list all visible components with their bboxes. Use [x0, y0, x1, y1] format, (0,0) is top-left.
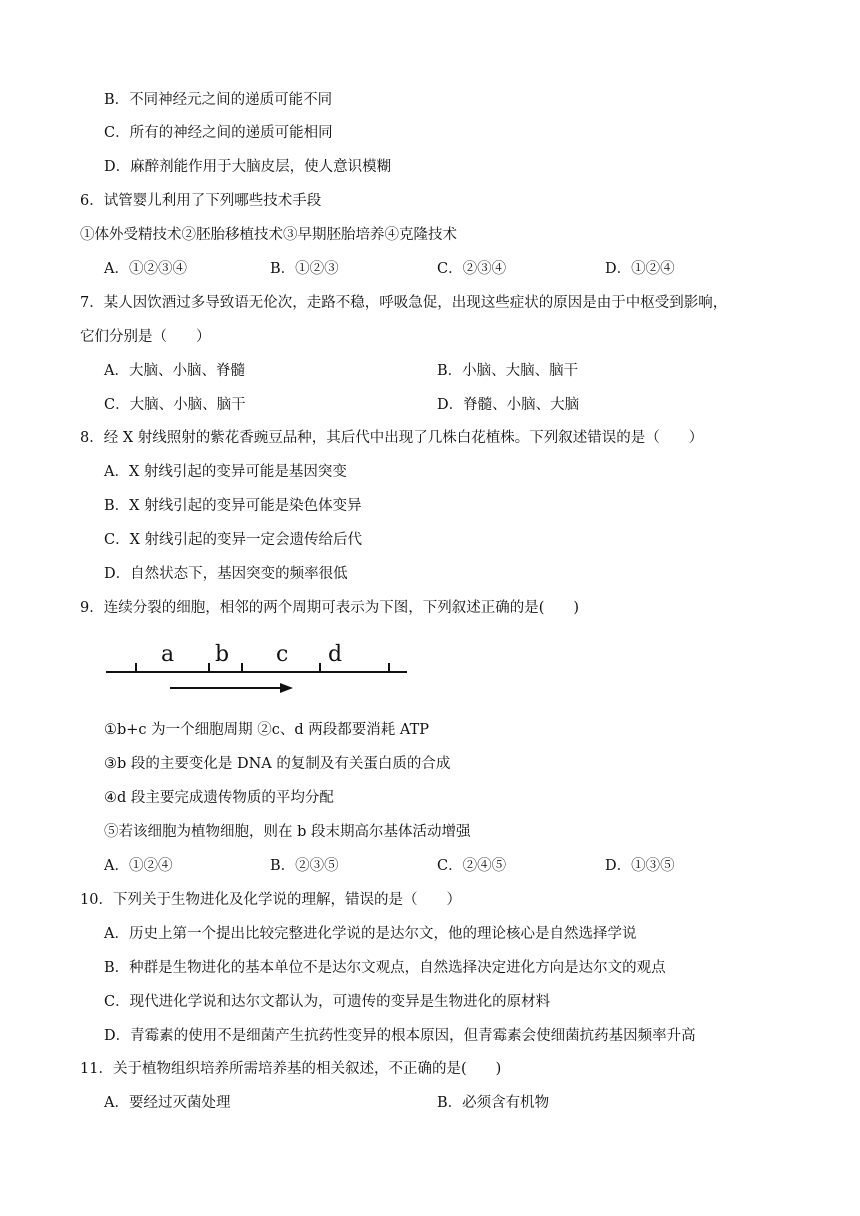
q8-stem: 8．经 X 射线照射的紫花香豌豆品种，其后代中出现了几株白花植株。下列叙述错误的是（ ）	[80, 430, 704, 446]
label-c: c	[276, 642, 289, 667]
q6-option-a: A．①②③④	[104, 261, 187, 277]
q10-option-b: B．种群是生物进化的基本单位不是达尔文观点，自然选择决定进化方向是达尔文的观点	[104, 960, 666, 976]
cell-cycle-diagram	[104, 633, 410, 705]
q9-option-a: A．①②④	[104, 858, 173, 874]
q9-option-d: D．①③⑤	[605, 858, 675, 874]
q7-option-a: A．大脑、小脑、脊髓	[104, 363, 245, 379]
q5-option-d: D．麻醉剂能作用于大脑皮层，使人意识模糊	[104, 159, 392, 175]
q10-option-d: D．青霉素的使用不是细菌产生抗药性变异的根本原因，但青霉素会使细菌抗药基因频率升高	[104, 1028, 696, 1044]
q8-option-b: B．X 射线引起的变异可能是染色体变异	[104, 498, 362, 514]
q11-option-b: B．必须含有机物	[437, 1095, 550, 1111]
q9-statement-4: ④d 段主要完成遗传物质的平均分配	[104, 790, 334, 806]
q7-stem-line2: 它们分别是（ ）	[80, 329, 211, 345]
direction-arrow-head	[280, 683, 293, 693]
q8-option-c: C．X 射线引起的变异一定会遗传给后代	[104, 532, 363, 548]
q9-option-c: C．②④⑤	[437, 858, 507, 874]
q9-statement-3: ③b 段的主要变化是 DNA 的复制及有关蛋白质的合成	[104, 756, 451, 772]
q6-items: ①体外受精技术②胚胎移植技术③早期胚胎培养④克隆技术	[80, 227, 457, 243]
cell-cycle-svg	[104, 633, 410, 705]
q6-stem: 6．试管婴儿利用了下列哪些技术手段	[80, 193, 322, 209]
q5-option-b: B．不同神经元之间的递质可能不同	[104, 92, 333, 108]
q11-stem: 11．关于植物组织培养所需培养基的相关叙述，不正确的是( )	[80, 1061, 502, 1077]
q7-option-d: D．脊髓、小脑、大脑	[437, 397, 580, 413]
q9-statement-5: ⑤若该细胞为植物细胞，则在 b 段末期高尔基体活动增强	[104, 824, 471, 840]
q10-option-c: C．现代进化学说和达尔文都认为，可遗传的变异是生物进化的原材料	[104, 994, 551, 1010]
q6-option-d: D．①②④	[605, 261, 675, 277]
label-d: d	[328, 642, 343, 667]
q8-option-d: D．自然状态下，基因突变的频率很低	[104, 566, 348, 582]
q8-option-a: A．X 射线引起的变异可能是基因突变	[104, 464, 347, 480]
q7-option-c: C．大脑、小脑、脑干	[104, 397, 246, 413]
label-a: a	[161, 642, 175, 667]
q10-stem: 10．下列关于生物进化及化学说的理解，错误的是（ ）	[80, 892, 461, 908]
q6-option-c: C．②③④	[437, 261, 507, 277]
q6-option-b: B．①②③	[270, 261, 339, 277]
q11-option-a: A．要经过灭菌处理	[104, 1095, 231, 1111]
q9-statement-1: ①b+c 为一个细胞周期 ②c、d 两段都要消耗 ATP	[104, 722, 429, 738]
q9-stem: 9．连续分裂的细胞，相邻的两个周期可表示为下图，下列叙述正确的是( )	[80, 600, 580, 616]
label-b: b	[215, 642, 230, 667]
q10-option-a: A．历史上第一个提出比较完整进化学说的是达尔文，他的理论核心是自然选择学说	[104, 926, 637, 942]
q7-stem-line1: 7．某人因饮酒过多导致语无伦次，走路不稳，呼吸急促，出现这些症状的原因是由于中枢受到影响，	[80, 295, 728, 311]
q9-option-b: B．②③⑤	[270, 858, 339, 874]
q5-option-c: C．所有的神经之间的递质可能相同	[104, 125, 333, 141]
q7-option-b: B．小脑、大脑、脑干	[437, 363, 579, 379]
